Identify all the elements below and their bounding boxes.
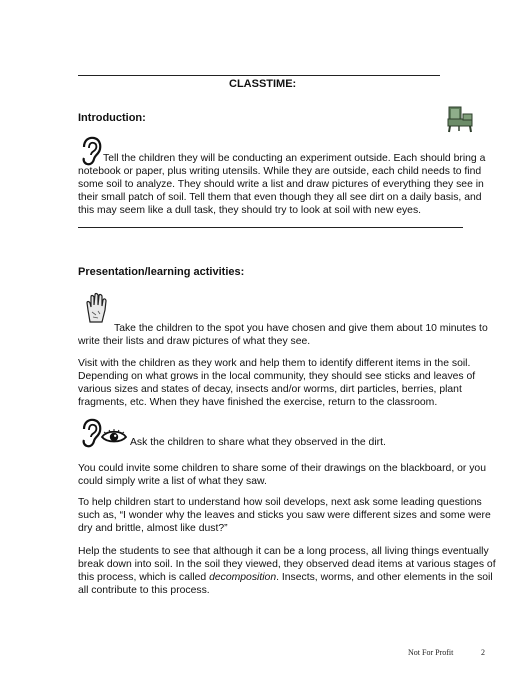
decomposition-term: decomposition <box>209 572 277 583</box>
presentation-heading: Presentation/learning activities: <box>78 266 245 278</box>
introduction-heading: Introduction: <box>78 112 146 124</box>
presentation-paragraph-4 <box>78 462 496 488</box>
top-rule <box>78 75 440 76</box>
introduction-paragraph <box>78 152 496 217</box>
presentation-paragraph-5 <box>78 496 496 535</box>
presentation-text-1: Take the children to the spot you have chosen and give them about 10 minutes to write their lists and draw pictures of what they see. <box>78 323 488 347</box>
footer-label: Not For Profit <box>408 648 454 657</box>
presentation-paragraph-1 <box>78 322 496 348</box>
ear-icon <box>78 418 102 448</box>
presentation-text-3: Ask the children to share what they observed in the dirt. <box>130 437 386 448</box>
chair-icon <box>445 105 475 133</box>
presentation-text-6b: . Insects, worms, and other elements in the soil all contribute to this process. <box>78 572 493 596</box>
introduction-text: Tell the children they will be conducting an experiment outside. Each should bring a notebook or paper, plus writing utensils. While they are outside, each child needs to find some soil to analyze. They should write a list and draw pictures of everything they see in their small patch of soil. Tell them that even though they all see dirt on a daily basis, and this may seem like a dull task, they should try to look at soil with new eyes. <box>78 153 486 216</box>
page-number: 2 <box>481 648 485 657</box>
presentation-text-4: You could invite some children to share some of their drawings on the blackboard, or you could simply write a list of what they saw. <box>78 463 486 487</box>
presentation-paragraph-3 <box>130 436 496 449</box>
presentation-paragraph-2 <box>78 357 496 409</box>
middle-rule <box>78 227 463 228</box>
presentation-text-2: Visit with the children as they work and help them to identify different items in the soil. Depending on what grows in the local community, they should see sticks and leaves of various sizes and states of decay, insects and/or worms, dirt particles, berries, plant fragments, etc. When they have finished the exercise, return to the classroom. <box>78 358 476 408</box>
presentation-paragraph-6 <box>78 545 496 597</box>
hand-icon <box>84 292 110 324</box>
eye-icon <box>101 428 127 444</box>
presentation-text-5: To help children start to understand how soil develops, next ask some leading questions such as, “I wonder why the leaves and sticks you saw were different sizes and some were dry and brittle, almost like dust?” <box>78 497 491 534</box>
classtime-title: CLASSTIME: <box>229 78 297 90</box>
presentation-text-6a: Help the students to see that although it can be a long process, all living things eventually break down into soil. In the soil they viewed, they observed dead items at various stages of this process, which is called <box>78 546 496 583</box>
